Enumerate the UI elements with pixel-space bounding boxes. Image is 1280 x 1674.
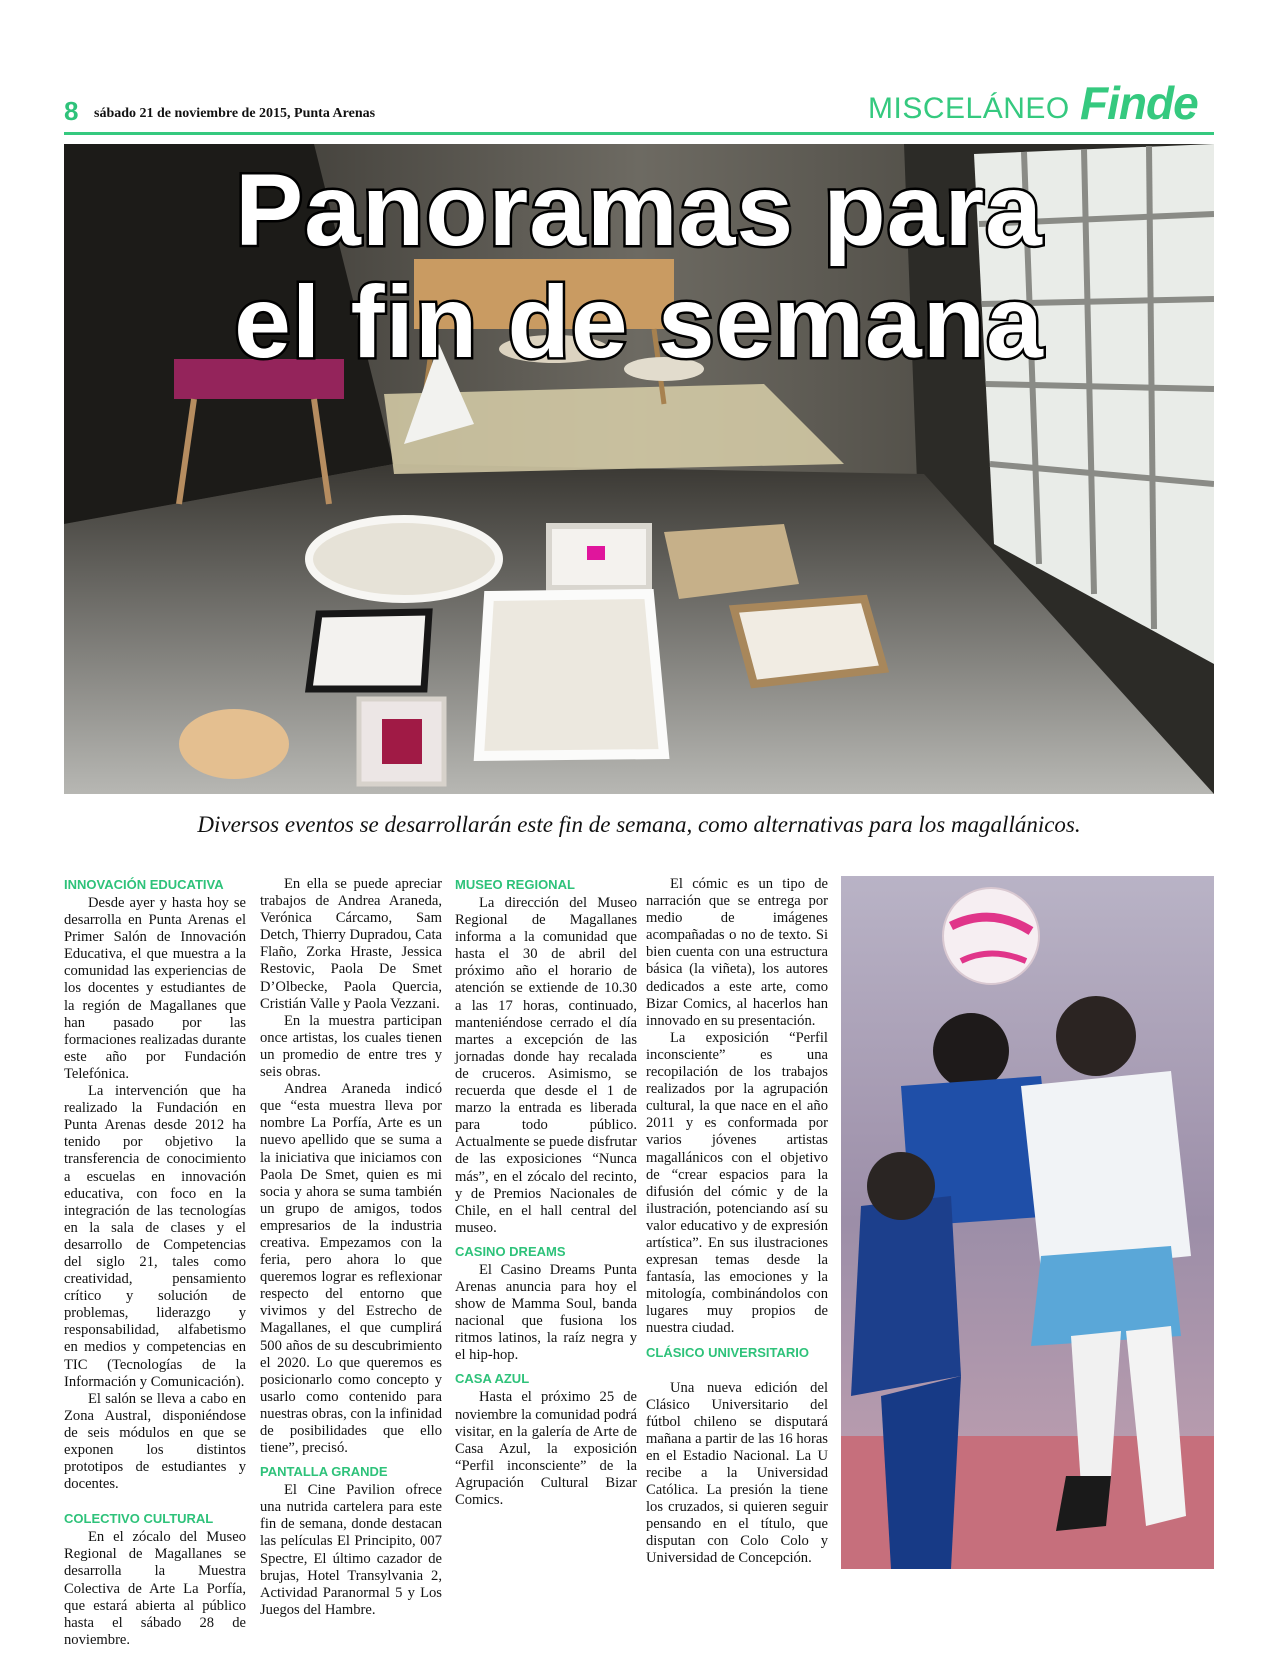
headline-line-1: Panoramas para [235, 153, 1043, 267]
ball-icon [943, 888, 1039, 984]
column-4 [646, 876, 828, 1568]
paragraph: Desde ayer y hasta hoy se desarrolla en Punta Arenas el Primer Salón de Innovación Educativa, el que muestra a la comunidad las experiencias de los docentes y estudiantes de la región de Magallanes que han pasado por las formaciones realizadas durante este año por Fundación Telefónica. [64, 895, 246, 1082]
paragraph: La intervención que ha realizado la Fundación en Punta Arenas desde 2012 ha tenido por objetivo la transferencia de conocimiento a escuelas en innovación educativa, con foco en la integración de las tecnologías en la sala de clases y el desarrollo de Competencias del siglo 21, tales como creatividad, pensamiento crítico y solución de problemas, liderazgo y responsabilidad, alfabetismo en medios y competencias en TIC (Tecnologías de la Información y Comunicación). [64, 1083, 246, 1390]
football-illustration [841, 876, 1214, 1569]
column-3 [455, 876, 637, 1509]
paragraph: Hasta el próximo 25 de noviembre la comunidad podrá visitar, en la galería de Arte de Casa Azul, la exposición “Perfil inconsciente” de la Agrupación Cultural Bizar Comics. [455, 1389, 637, 1508]
paragraph: En ella se puede apreciar trabajos de Andrea Araneda, Verónica Cárcamo, Sam Detch, Thierry Dupradou, Cata Flaño, Zorka Hraste, Jessica Restovic, Paola De Smet D’Olbecke, Paola Quercia, Cristián Valle y Paola Vezzani. [260, 876, 442, 1012]
headline-line-2: el fin de semana [234, 265, 1044, 379]
paragraph: En el zócalo del Museo Regional de Magallanes se desarrolla la Muestra Colectiva de Arte La Porfía, que estará abierta al público hasta el sábado 28 de noviembre. [64, 1529, 246, 1648]
paragraph: Andrea Araneda indicó que “esta muestra lleva por nombre La Porfía, Arte es un nuevo apellido que se suma a la iniciativa que iniciamos con Paola De Smet, quien es mi socia y ahora se suma también un grupo de amigos, todos empresarios de la industria creativa. Empezamos con la feria, pero ahora lo que queremos lograr es reflexionar respecto del entorno que vivimos y del Estrecho de Magallanes, el que cumplirá 500 años de su descubrimiento el 2020. Lo que queremos es posicionarlo como concepto y usarlo como contenido para nuestras obras, con la infinidad de posibilidades que ello tiene”, precisó. [260, 1081, 442, 1457]
paragraph: El salón se lleva a cabo en Zona Austral, disponiéndose de seis módulos en que se exponen los distintos prototipos de estudiantes y docentes. [64, 1390, 246, 1493]
heading-colectivo: COLECTIVO CULTURAL [64, 1511, 214, 1527]
football-photo [841, 876, 1214, 1569]
paragraph: La exposición “Perfil inconsciente” es una recopilación de los trabajos realizados por la agrupación cultural, la que nace en el año 2011 y es conformada por varios jóvenes artistas magallánicos con el objetivo de “crear espacios para la difusión del cómic y de la ilustración, potenciando así su valor educativo y de expresión artística”. En sus ilustraciones expresan temas desde la fantasía, las emociones y la mitología, combinándolos con lugares muy propios de nuestra ciudad. [646, 1029, 828, 1337]
header-divider [64, 132, 1214, 135]
paragraph: El Cine Pavilion ofrece una nutrida cartelera para este fin de semana, donde destacan las películas El Principito, 007 Spectre, El último cazador de brujas, Hotel Transylvania 2, Actividad Paranormal 5 y Los Juegos del Hambre. [260, 1482, 442, 1618]
heading-casino: CASINO DREAMS [455, 1243, 566, 1259]
paragraph: En la muestra participan once artistas, los cuales tienen un promedio de entre tres y seis obras. [260, 1012, 442, 1081]
column-1 [64, 876, 246, 1649]
paragraph: El Casino Dreams Punta Arenas anuncia para hoy el show de Mamma Soul, banda nacional que fusiona los ritmos latinos, la raíz negra y el hip-hop. [455, 1261, 637, 1364]
heading-innovacion: INNOVACIÓN EDUCATIVA [64, 877, 224, 892]
paragraph: La dirección del Museo Regional de Magallanes informa a la comunidad que hasta el 30 de abril del próximo año el horario de atención se extiende de 10.30 a las 17 horas, continuado, manteniéndose cerrado el día martes a excepción de las jornadas donde hay recalada de cruceros. Asimismo, se recuerda que desde el 1 de marzo la entrada es liberada para todo público. Actualmente se puede disfrutar de las exposiciones “Nunca más”, en el zócalo del recinto, y de Premios Nacionales de Chile, en el hall central del museo. [455, 895, 637, 1236]
page-number: 8 [64, 96, 79, 126]
paragraph: Una nueva edición del Clásico Universitario del fútbol chileno se disputará mañana a partir de las 16 horas en el Estadio Nacional. La U recibe a la Universidad Católica. La presión la tiene los cruzados, si quieren seguir pensando en el título, que disputan con Colo Colo y Universidad de Concepción. [646, 1379, 828, 1567]
dateline: sábado 21 de noviembre de 2015, Punta Arenas [94, 106, 376, 121]
paragraph: El cómic es un tipo de narración que se entrega por medio de imágenes acompañadas o no de texto. Si bien cuenta con una estructura básica (la viñeta), los autores dedicados a este arte, como Bizar Comics, al hacerlos han innovado en su presentación. [646, 876, 828, 1029]
heading-pantalla: PANTALLA GRANDE [260, 1464, 388, 1480]
section-label: MISCELÁNEO [868, 92, 1070, 125]
heading-casa-azul: CASA AZUL [455, 1371, 530, 1387]
brand-logo: Finde [1080, 77, 1198, 129]
heading-museo: MUSEO REGIONAL [455, 877, 575, 892]
hero-photo [64, 144, 1214, 794]
photo-caption: Diversos eventos se desarrollarán este fin de semana, como alternativas para los magallánicos. [197, 812, 1081, 837]
column-2 [260, 876, 442, 1619]
heading-clasico: CLÁSICO UNIVERSITARIO [646, 1344, 809, 1360]
